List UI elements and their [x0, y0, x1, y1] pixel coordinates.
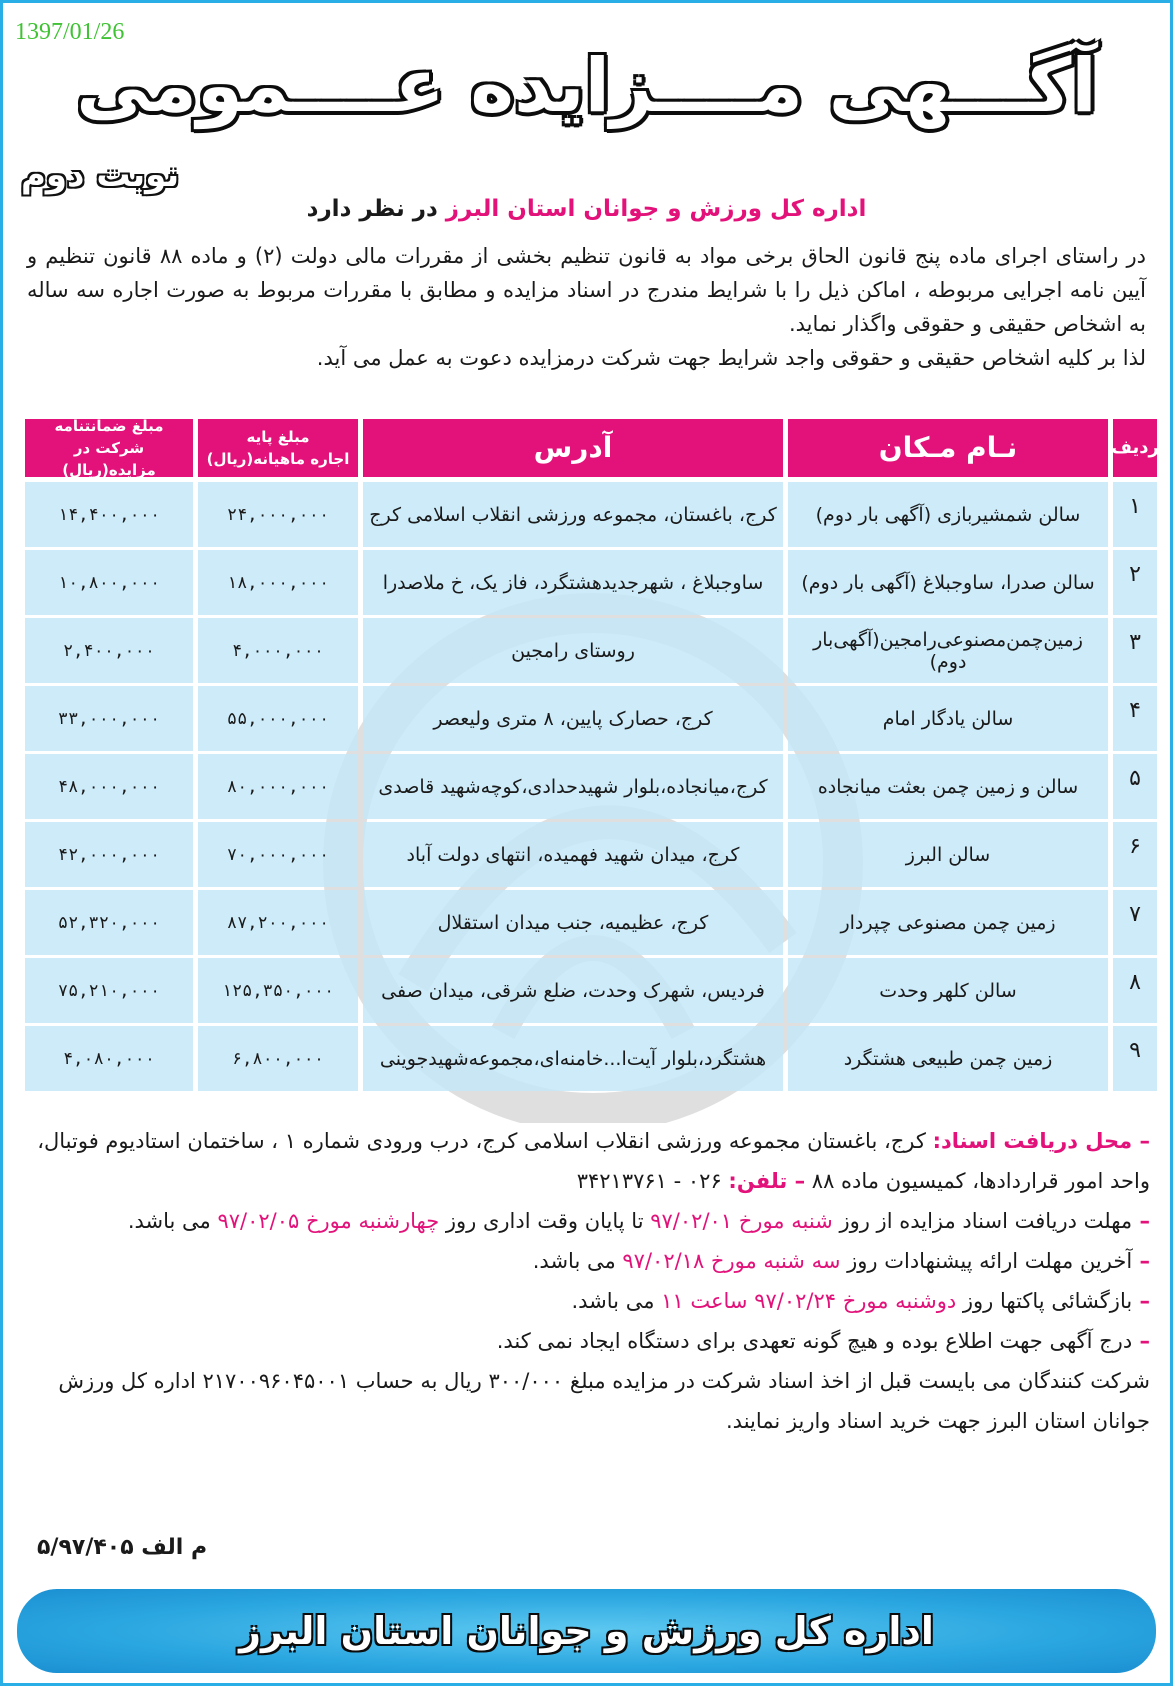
header-base-line1: مبلغ پایه [246, 428, 310, 446]
row-place-name: سالن شمشیربازی (آگهی بار دوم) [788, 482, 1108, 547]
row-guarantee-amount: ۴,۰۸۰,۰۰۰ [25, 1026, 193, 1091]
row-index: ۱ [1113, 482, 1157, 547]
row-guarantee-amount: ۴۸,۰۰۰,۰۰۰ [25, 754, 193, 819]
header-base-amount [198, 419, 358, 477]
row-address: روستای رامجین [363, 618, 783, 683]
row-base-amount: ۵۵,۰۰۰,۰۰۰ [198, 686, 358, 751]
row-index: ۳ [1113, 618, 1157, 683]
row-guarantee-amount: ۷۵,۲۱۰,۰۰۰ [25, 958, 193, 1023]
doc-place-text: کرج، باغستان مجموعه ورزشی انقلاب اسلامی کرج، درب ورودی شماره ۱ ، ساختمان استادیوم فوتبال، واحد امور قراردادها، کمیسیون ماده ۸۸ [37, 1129, 1150, 1193]
row-base-amount: ۱۲۵,۳۵۰,۰۰۰ [198, 958, 358, 1023]
auction-table [15, 419, 1157, 1101]
note-disclaimer: – درج آگهی جهت اطلاع بوده و هیچ گونه تعهدی برای دستگاه ایجاد نمی کند. [496, 1329, 1150, 1353]
row-address: کرج، باغستان، مجموعه ورزشی انقلاب اسلامی کرج [363, 482, 783, 547]
row-base-amount: ۸۷,۲۰۰,۰۰۰ [198, 890, 358, 955]
row-place-name: سالن صدرا، ساوجبلاغ (آگهی بار دوم) [788, 550, 1108, 615]
row-address: کرج، عظیمیه، جنب میدان استقلال [363, 890, 783, 955]
row-guarantee-amount: ۱۴,۴۰۰,۰۰۰ [25, 482, 193, 547]
row-guarantee-amount: ۵۲,۳۲۰,۰۰۰ [25, 890, 193, 955]
row-index: ۲ [1113, 550, 1157, 615]
row-place-name: سالن و زمین چمن بعثت میانجاده [788, 754, 1108, 819]
row-index: ۹ [1113, 1026, 1157, 1091]
row-place-name: سالن یادگار امام [788, 686, 1108, 751]
row-index: ۸ [1113, 958, 1157, 1023]
note-document-place: – محل دریافت اسناد: کرج، باغستان مجموعه ورزشی انقلاب اسلامی کرج، درب ورودی شماره ۱ ، ساختمان استادیوم فوتبال، واحد امور قراردادها، کمیسیون ماده ۸۸ – تلفن: ۰۲۶ - ۳۴۲۱۳۷۶۱ [37, 1129, 1150, 1193]
row-index: ۵ [1113, 754, 1157, 819]
table-body [15, 482, 1157, 1091]
phone-number: ۰۲۶ - ۳۴۲۱۳۷۶۱ [576, 1169, 722, 1193]
row-base-amount: ۷۰,۰۰۰,۰۰۰ [198, 822, 358, 887]
note-payment: شرکت کنندگان می بایست قبل از اخذ اسناد شرکت در مزایده مبلغ ۳۰۰/۰۰۰ ریال به حساب ۲۱۷۰۰۹۶۰۴۵۰۰۱ اداره کل ورزش جوانان استان البرز جهت خرید اسناد واریز نمایند. [58, 1369, 1150, 1433]
row-address: کرج، حصارک پایین، ۸ متری ولیعصر [363, 686, 783, 751]
row-place-name: زمین‌چمن‌مصنوعی‌رامجین(آگهی‌بار دوم) [788, 618, 1108, 683]
row-place-name: زمین چمن طبیعی هشتگرد [788, 1026, 1108, 1091]
row-place-name: سالن کلهر وحدت [788, 958, 1108, 1023]
header-address: آدرس [363, 419, 783, 477]
page-title: آگـــهی مــــزایده عــــمومی [76, 43, 1097, 129]
intro-paragraph-1: در راستای اجرای ماده پنج قانون الحاق برخی مواد به قانون تنظیم بخشی از مقررات مالی دولت (۲) و ماده ۸۸ قانون تنظیم و آیین نامه اجرایی مربوطه ، اماکن ذیل را با شرایط مندرج در اسناد مزایده و مطابق با مقررات مربوط به صورت اجاره سه ساله به اشخاص حقیقی و حقوقی واگذار نماید. [27, 244, 1146, 336]
table-row [15, 958, 1157, 1023]
row-address: ساوجبلاغ ، شهرجدیدهشتگرد، فاز یک، خ ملاصدرا [363, 550, 783, 615]
reference-code: م الف ۵/۹۷/۴۰۵ [37, 1535, 208, 1560]
footer-banner [17, 1589, 1156, 1673]
intro-text [27, 239, 1146, 375]
row-place-name: سالن البرز [788, 822, 1108, 887]
table-row [15, 482, 1157, 547]
table-row [15, 1026, 1157, 1091]
row-base-amount: ۴,۰۰۰,۰۰۰ [198, 618, 358, 683]
offers-deadline: سه شنبه مورخ ۹۷/۰۲/۱۸ [622, 1249, 841, 1273]
organization-name: اداره کل ورزش و جوانان استان البرز [445, 196, 867, 222]
table-row [15, 550, 1157, 615]
header-place-name: نـام مـکان [788, 419, 1108, 477]
note-opening: – بازگشائی پاکتها روز دوشنبه مورخ ۹۷/۰۲/۲۴ ساعت ۱۱ می باشد. [571, 1289, 1150, 1313]
note-deadline: – مهلت دریافت اسناد مزایده از روز شنبه مورخ ۹۷/۰۲/۰۱ تا پایان وقت اداری روز چهارشنبه مورخ ۹۷/۰۲/۰۵ می باشد. [127, 1209, 1150, 1233]
row-guarantee-amount: ۴۲,۰۰۰,۰۰۰ [25, 822, 193, 887]
row-index: ۷ [1113, 890, 1157, 955]
table-row [15, 822, 1157, 887]
footer-title: اداره کل ورزش و جوانان استان البرز [239, 1609, 934, 1653]
row-base-amount: ۸۰,۰۰۰,۰۰۰ [198, 754, 358, 819]
row-guarantee-amount: ۳۳,۰۰۰,۰۰۰ [25, 686, 193, 751]
deadline-start: شنبه مورخ ۹۷/۰۲/۰۱ [650, 1209, 833, 1233]
table-header [15, 419, 1157, 477]
intro-paragraph-2: لذا بر کلیه اشخاص حقیقی و حقوقی واجد شرایط جهت شرکت درمزایده دعوت به عمل می آید. [316, 346, 1146, 370]
row-index: ۴ [1113, 686, 1157, 751]
row-guarantee-amount: ۱۰,۸۰۰,۰۰۰ [25, 550, 193, 615]
header-guarantee-line1: مبلغ ضمانتنامه [54, 417, 164, 435]
row-index: ۶ [1113, 822, 1157, 887]
notes-section [21, 1121, 1150, 1441]
phone-label: – [787, 1169, 806, 1193]
deadline-end: چهارشنبه مورخ ۹۷/۰۲/۰۵ [217, 1209, 440, 1233]
round-label: نوبت دوم [21, 155, 180, 195]
row-address: کرج،میانجاده،بلوار شهیدحدادی،کوچه‌شهید قاصدی [363, 754, 783, 819]
header-guarantee-line2: شرکت در مزایده(ریال) [62, 439, 156, 479]
table-row [15, 686, 1157, 751]
header-base-line2: اجاره ماهیانه(ریال) [206, 450, 350, 468]
note-offers: – آخرین مهلت ارائه پیشنهادات روز سه شنبه مورخ ۹۷/۰۲/۱۸ می باشد. [532, 1249, 1150, 1273]
header-index: ردیف [1113, 419, 1157, 477]
organization-line-rest: در نظر دارد [306, 196, 438, 222]
table-row [15, 618, 1157, 683]
row-guarantee-amount: ۲,۴۰۰,۰۰۰ [25, 618, 193, 683]
doc-place-label: محل دریافت اسناد: [932, 1129, 1133, 1153]
row-base-amount: ۲۴,۰۰۰,۰۰۰ [198, 482, 358, 547]
table-row [15, 890, 1157, 955]
date-stamp: 1397/01/26 [15, 19, 125, 45]
row-address: فردیس، شهرک وحدت، ضلع شرقی، میدان صفی [363, 958, 783, 1023]
organization-line [203, 196, 970, 222]
row-place-name: زمین چمن مصنوعی چپردار [788, 890, 1108, 955]
row-address: هشتگرد،بلوار آیت‌ا...خامنه‌ای،مجموعه‌شهیدجوینی [363, 1026, 783, 1091]
table-row [15, 754, 1157, 819]
row-address: کرج، میدان شهید فهمیده، انتهای دولت آباد [363, 822, 783, 887]
header-guarantee-amount [25, 419, 193, 477]
opening-date: دوشنبه مورخ ۹۷/۰۲/۲۴ ساعت ۱۱ [661, 1289, 957, 1313]
row-base-amount: ۶,۸۰۰,۰۰۰ [198, 1026, 358, 1091]
row-base-amount: ۱۸,۰۰۰,۰۰۰ [198, 550, 358, 615]
